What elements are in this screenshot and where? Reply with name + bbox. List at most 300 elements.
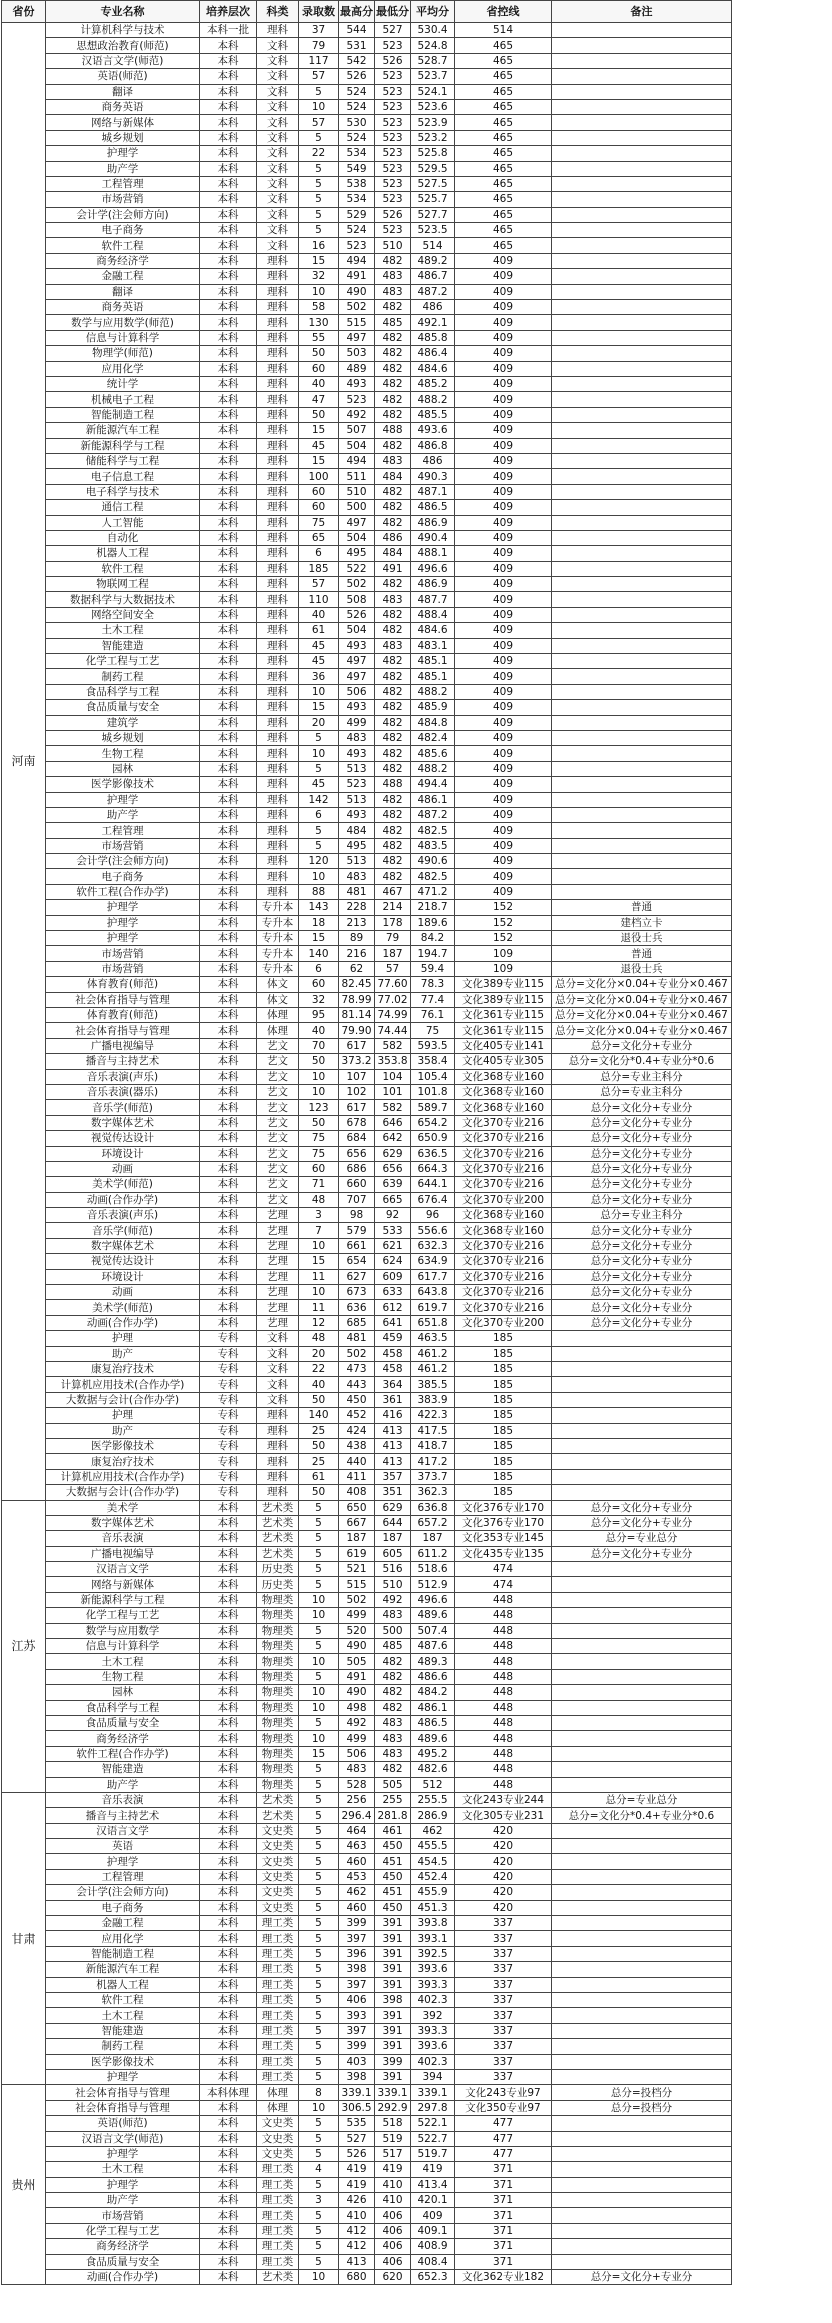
notes-cell	[552, 1377, 732, 1392]
category-cell: 理科	[257, 284, 299, 299]
control-line-cell: 109	[455, 946, 552, 961]
table-row	[2, 2146, 732, 2161]
category-cell: 物理类	[257, 1731, 299, 1746]
avg-cell: 676.4	[411, 1192, 455, 1207]
control-line-cell: 409	[455, 561, 552, 576]
max-cell: 531	[339, 38, 375, 53]
major-cell: 新能源汽车工程	[46, 423, 200, 438]
major-cell: 社会体育指导与管理	[46, 2100, 200, 2115]
admitted-cell: 40	[299, 607, 339, 622]
notes-cell: 总分=投档分	[552, 2100, 732, 2115]
major-cell: 智能制造工程	[46, 1946, 200, 1961]
major-cell: 土木工程	[46, 2162, 200, 2177]
avg-cell: 490.4	[411, 530, 455, 545]
major-cell: 土木工程	[46, 2008, 200, 2023]
major-cell: 电子商务	[46, 1900, 200, 1915]
admitted-cell: 5	[299, 1962, 339, 1977]
min-cell: 361	[375, 1392, 411, 1407]
notes-cell	[552, 130, 732, 145]
table-row	[2, 715, 732, 730]
category-cell: 艺理	[257, 1238, 299, 1253]
category-cell: 艺文	[257, 1054, 299, 1069]
min-cell: 483	[375, 269, 411, 284]
category-cell: 理科	[257, 654, 299, 669]
major-cell: 物联网工程	[46, 577, 200, 592]
min-cell: 518	[375, 2116, 411, 2131]
max-cell: 495	[339, 838, 375, 853]
table-row	[2, 361, 732, 376]
level-cell: 本科	[200, 1223, 257, 1238]
table-row	[2, 1392, 732, 1407]
min-cell: 488	[375, 423, 411, 438]
table-row	[2, 1654, 732, 1669]
min-cell: 391	[375, 2023, 411, 2038]
notes-cell	[552, 1762, 732, 1777]
notes-cell	[552, 2177, 732, 2192]
level-cell: 本科	[200, 1023, 257, 1038]
min-cell: 77.02	[375, 992, 411, 1007]
max-cell: 481	[339, 1331, 375, 1346]
control-line-cell: 337	[455, 2023, 552, 2038]
admitted-cell: 143	[299, 900, 339, 915]
min-cell: 482	[375, 715, 411, 730]
avg-cell: 519.7	[411, 2146, 455, 2161]
max-cell: 661	[339, 1238, 375, 1253]
max-cell: 443	[339, 1377, 375, 1392]
notes-cell	[552, 330, 732, 345]
notes-cell	[552, 1408, 732, 1423]
admitted-cell: 88	[299, 884, 339, 899]
admitted-cell: 5	[299, 1777, 339, 1792]
notes-cell	[552, 223, 732, 238]
notes-cell	[552, 2023, 732, 2038]
min-cell: 527	[375, 23, 411, 38]
avg-cell: 189.6	[411, 915, 455, 930]
max-cell: 398	[339, 1962, 375, 1977]
notes-cell	[552, 1669, 732, 1684]
category-cell: 物理类	[257, 1746, 299, 1761]
table-row	[2, 1854, 732, 1869]
max-cell: 453	[339, 1869, 375, 1884]
major-cell: 音乐表演(声乐)	[46, 1208, 200, 1223]
level-cell: 本科	[200, 1038, 257, 1053]
major-cell: 社会体育指导与管理	[46, 1023, 200, 1038]
max-cell: 494	[339, 453, 375, 468]
min-cell: 523	[375, 84, 411, 99]
avg-cell: 634.9	[411, 1254, 455, 1269]
notes-cell	[552, 638, 732, 653]
max-cell: 398	[339, 2069, 375, 2084]
max-cell: 483	[339, 1762, 375, 1777]
admitted-cell: 10	[299, 1285, 339, 1300]
admitted-cell: 5	[299, 1669, 339, 1684]
control-line-cell: 448	[455, 1592, 552, 1607]
level-cell: 本科	[200, 684, 257, 699]
avg-cell: 408.4	[411, 2254, 455, 2269]
major-cell: 体育教育(师范)	[46, 977, 200, 992]
table-row	[2, 1161, 732, 1176]
admitted-cell: 15	[299, 453, 339, 468]
control-line-cell: 448	[455, 1777, 552, 1792]
major-cell: 商务经济学	[46, 2239, 200, 2254]
major-cell: 园林	[46, 761, 200, 776]
major-cell: 护理学	[46, 931, 200, 946]
notes-cell	[552, 1346, 732, 1361]
table-row	[2, 1485, 732, 1500]
major-cell: 自动化	[46, 530, 200, 545]
level-cell: 本科	[200, 1700, 257, 1715]
admitted-cell: 5	[299, 1500, 339, 1515]
province-cell: 河南	[2, 23, 46, 1501]
notes-cell: 总分=文化分+专业分	[552, 2270, 732, 2285]
level-cell: 本科	[200, 2254, 257, 2269]
admitted-cell: 5	[299, 1977, 339, 1992]
min-cell: 482	[375, 500, 411, 515]
admitted-cell: 10	[299, 1084, 339, 1099]
category-cell: 理科	[257, 715, 299, 730]
max-cell: 187	[339, 1531, 375, 1546]
admitted-cell: 79	[299, 38, 339, 53]
table-row	[2, 1777, 732, 1792]
control-line-cell: 文化243专业244	[455, 1792, 552, 1807]
avg-cell: 488.2	[411, 392, 455, 407]
table-row	[2, 761, 732, 776]
notes-cell	[552, 1454, 732, 1469]
category-cell: 专升本	[257, 946, 299, 961]
major-cell: 网络与新媒体	[46, 115, 200, 130]
notes-cell	[552, 1839, 732, 1854]
level-cell: 本科	[200, 730, 257, 745]
table-row	[2, 484, 732, 499]
notes-cell	[552, 284, 732, 299]
admitted-cell: 5	[299, 1623, 339, 1638]
category-cell: 理科	[257, 361, 299, 376]
avg-cell: 644.1	[411, 1177, 455, 1192]
control-line-cell: 477	[455, 2116, 552, 2131]
notes-cell	[552, 438, 732, 453]
max-cell: 490	[339, 1639, 375, 1654]
max-cell: 483	[339, 730, 375, 745]
category-cell: 物理类	[257, 1715, 299, 1730]
admitted-cell: 5	[299, 192, 339, 207]
level-cell: 专科	[200, 1438, 257, 1453]
table-row	[2, 176, 732, 191]
admitted-cell: 50	[299, 1392, 339, 1407]
min-cell: 482	[375, 1762, 411, 1777]
table-row	[2, 900, 732, 915]
notes-cell	[552, 2146, 732, 2161]
avg-cell: 496.6	[411, 561, 455, 576]
level-cell: 本科	[200, 1746, 257, 1761]
max-cell: 523	[339, 392, 375, 407]
min-cell: 482	[375, 854, 411, 869]
control-line-cell: 文化368专业160	[455, 1208, 552, 1223]
admitted-cell: 10	[299, 1731, 339, 1746]
avg-cell: 486.6	[411, 1669, 455, 1684]
table-row	[2, 992, 732, 1007]
admitted-cell: 50	[299, 1485, 339, 1500]
table-row	[2, 700, 732, 715]
level-cell: 本科	[200, 469, 257, 484]
category-cell: 艺术类	[257, 1531, 299, 1546]
admitted-cell: 55	[299, 330, 339, 345]
major-cell: 市场营销	[46, 961, 200, 976]
level-cell: 本科	[200, 669, 257, 684]
category-cell: 理工类	[257, 2254, 299, 2269]
category-cell: 理工类	[257, 2008, 299, 2023]
notes-cell	[552, 2054, 732, 2069]
min-cell: 523	[375, 38, 411, 53]
admitted-cell: 15	[299, 423, 339, 438]
level-cell: 本科	[200, 1131, 257, 1146]
major-cell: 智能建造	[46, 1762, 200, 1777]
table-row	[2, 1454, 732, 1469]
control-line-cell: 337	[455, 2039, 552, 2054]
table-row	[2, 946, 732, 961]
min-cell: 399	[375, 2054, 411, 2069]
control-line-cell: 文化370专业216	[455, 1254, 552, 1269]
level-cell: 本科	[200, 2054, 257, 2069]
min-cell: 482	[375, 407, 411, 422]
notes-cell: 总分=文化分+专业分	[552, 1100, 732, 1115]
notes-cell	[552, 300, 732, 315]
major-cell: 社会体育指导与管理	[46, 992, 200, 1007]
admitted-cell: 5	[299, 1885, 339, 1900]
table-row	[2, 1038, 732, 1053]
min-cell: 74.99	[375, 1008, 411, 1023]
notes-cell	[552, 2162, 732, 2177]
max-cell: 438	[339, 1438, 375, 1453]
category-cell: 文科	[257, 176, 299, 191]
level-cell: 专科	[200, 1377, 257, 1392]
max-cell: 680	[339, 2270, 375, 2285]
level-cell: 专科	[200, 1454, 257, 1469]
max-cell: 515	[339, 315, 375, 330]
min-cell: 458	[375, 1346, 411, 1361]
major-cell: 助产学	[46, 807, 200, 822]
avg-cell: 486.7	[411, 269, 455, 284]
level-cell: 本科	[200, 2239, 257, 2254]
major-cell: 大数据与会计(合作办学)	[46, 1392, 200, 1407]
category-cell: 理工类	[257, 2239, 299, 2254]
control-line-cell: 465	[455, 115, 552, 130]
avg-cell: 488.2	[411, 684, 455, 699]
min-cell: 483	[375, 1608, 411, 1623]
min-cell: 482	[375, 823, 411, 838]
level-cell: 本科	[200, 700, 257, 715]
header-avg: 平均分	[411, 1, 455, 23]
max-cell: 413	[339, 2254, 375, 2269]
avg-cell: 392	[411, 2008, 455, 2023]
admitted-cell: 70	[299, 1038, 339, 1053]
level-cell: 本科	[200, 1762, 257, 1777]
level-cell: 本科	[200, 1531, 257, 1546]
admitted-cell: 15	[299, 1746, 339, 1761]
min-cell: 517	[375, 2146, 411, 2161]
level-cell: 本科	[200, 1084, 257, 1099]
category-cell: 物理类	[257, 1608, 299, 1623]
major-cell: 大数据与会计(合作办学)	[46, 1485, 200, 1500]
major-cell: 美术学(师范)	[46, 1300, 200, 1315]
min-cell: 406	[375, 2254, 411, 2269]
notes-cell	[552, 2223, 732, 2238]
level-cell: 本科	[200, 1993, 257, 2008]
avg-cell: 485.2	[411, 376, 455, 391]
min-cell: 451	[375, 1885, 411, 1900]
category-cell: 文科	[257, 53, 299, 68]
avg-cell: 373.7	[411, 1469, 455, 1484]
min-cell: 510	[375, 238, 411, 253]
admitted-cell: 117	[299, 53, 339, 68]
major-cell: 软件工程	[46, 561, 200, 576]
admitted-cell: 5	[299, 2223, 339, 2238]
level-cell: 本科	[200, 146, 257, 161]
control-line-cell: 409	[455, 746, 552, 761]
admitted-cell: 60	[299, 1161, 339, 1176]
min-cell: 523	[375, 161, 411, 176]
level-cell: 专科	[200, 1408, 257, 1423]
level-cell: 本科	[200, 1808, 257, 1823]
level-cell: 本科一批	[200, 23, 257, 38]
major-cell: 机器人工程	[46, 546, 200, 561]
notes-cell	[552, 1869, 732, 1884]
max-cell: 493	[339, 638, 375, 653]
major-cell: 生物工程	[46, 746, 200, 761]
table-row	[2, 1993, 732, 2008]
min-cell: 450	[375, 1869, 411, 1884]
category-cell: 理科	[257, 1454, 299, 1469]
major-cell: 新能源科学与工程	[46, 438, 200, 453]
major-cell: 工程管理	[46, 1869, 200, 1884]
admitted-cell: 3	[299, 1208, 339, 1223]
major-cell: 会计学(注会师方向)	[46, 207, 200, 222]
notes-cell: 总分=文化分+专业分	[552, 1285, 732, 1300]
level-cell: 本科	[200, 1654, 257, 1669]
table-row	[2, 1100, 732, 1115]
major-cell: 助产	[46, 1346, 200, 1361]
max-cell: 530	[339, 115, 375, 130]
min-cell: 482	[375, 515, 411, 530]
notes-cell	[552, 777, 732, 792]
control-line-cell: 448	[455, 1639, 552, 1654]
control-line-cell: 448	[455, 1731, 552, 1746]
control-line-cell: 420	[455, 1869, 552, 1884]
admitted-cell: 5	[299, 823, 339, 838]
table-row	[2, 1931, 732, 1946]
category-cell: 文科	[257, 1392, 299, 1407]
max-cell: 504	[339, 623, 375, 638]
admitted-cell: 10	[299, 684, 339, 699]
major-cell: 音乐学(师范)	[46, 1223, 200, 1238]
admitted-cell: 5	[299, 1515, 339, 1530]
admitted-cell: 10	[299, 1654, 339, 1669]
level-cell: 本科	[200, 130, 257, 145]
notes-cell	[552, 1854, 732, 1869]
major-cell: 电子信息工程	[46, 469, 200, 484]
avg-cell: 419	[411, 2162, 455, 2177]
header-control-line: 省控线	[455, 1, 552, 23]
max-cell: 419	[339, 2177, 375, 2192]
notes-cell	[552, 469, 732, 484]
notes-cell: 总分=文化分×0.04+专业分×0.467	[552, 1023, 732, 1038]
control-line-cell: 371	[455, 2193, 552, 2208]
table-row	[2, 1885, 732, 1900]
level-cell: 本科	[200, 2193, 257, 2208]
control-line-cell: 465	[455, 84, 552, 99]
avg-cell: 485.5	[411, 407, 455, 422]
level-cell: 本科	[200, 592, 257, 607]
min-cell: 482	[375, 761, 411, 776]
control-line-cell: 409	[455, 792, 552, 807]
avg-cell: 657.2	[411, 1515, 455, 1530]
level-cell: 本科	[200, 69, 257, 84]
major-cell: 动画(合作办学)	[46, 1192, 200, 1207]
notes-cell	[552, 69, 732, 84]
control-line-cell: 409	[455, 838, 552, 853]
notes-cell	[552, 2116, 732, 2131]
major-cell: 会计学(注会师方向)	[46, 854, 200, 869]
max-cell: 522	[339, 561, 375, 576]
avg-cell: 385.5	[411, 1377, 455, 1392]
major-cell: 新能源科学与工程	[46, 1592, 200, 1607]
max-cell: 513	[339, 761, 375, 776]
level-cell: 本科	[200, 1146, 257, 1161]
min-cell: 398	[375, 1993, 411, 2008]
table-row	[2, 1592, 732, 1607]
min-cell: 482	[375, 361, 411, 376]
admitted-cell: 60	[299, 361, 339, 376]
control-line-cell: 409	[455, 669, 552, 684]
admitted-cell: 15	[299, 931, 339, 946]
avg-cell: 512	[411, 1777, 455, 1792]
admitted-cell: 50	[299, 1054, 339, 1069]
admitted-cell: 48	[299, 1331, 339, 1346]
avg-cell: 358.4	[411, 1054, 455, 1069]
max-cell: 529	[339, 207, 375, 222]
avg-cell: 413.4	[411, 2177, 455, 2192]
admitted-cell: 5	[299, 838, 339, 853]
min-cell: 391	[375, 2008, 411, 2023]
notes-cell	[552, 1977, 732, 1992]
level-cell: 本科	[200, 376, 257, 391]
max-cell: 535	[339, 2116, 375, 2131]
category-cell: 理工类	[257, 1946, 299, 1961]
control-line-cell: 文化370专业216	[455, 1269, 552, 1284]
table-row	[2, 623, 732, 638]
control-line-cell: 409	[455, 515, 552, 530]
avg-cell: 636.5	[411, 1146, 455, 1161]
min-cell: 482	[375, 253, 411, 268]
level-cell: 本科体理	[200, 2085, 257, 2100]
notes-cell	[552, 1623, 732, 1638]
max-cell: 440	[339, 1454, 375, 1469]
admitted-cell: 5	[299, 2116, 339, 2131]
table-row	[2, 546, 732, 561]
category-cell: 理科	[257, 854, 299, 869]
admitted-cell: 12	[299, 1315, 339, 1330]
notes-cell: 普通	[552, 946, 732, 961]
level-cell: 本科	[200, 1069, 257, 1084]
table-row	[2, 1177, 732, 1192]
max-cell: 526	[339, 2146, 375, 2161]
admitted-cell: 5	[299, 130, 339, 145]
control-line-cell: 448	[455, 1715, 552, 1730]
max-cell: 481	[339, 884, 375, 899]
level-cell: 本科	[200, 1300, 257, 1315]
avg-cell: 482.5	[411, 869, 455, 884]
avg-cell: 486	[411, 453, 455, 468]
category-cell: 艺术类	[257, 1546, 299, 1561]
